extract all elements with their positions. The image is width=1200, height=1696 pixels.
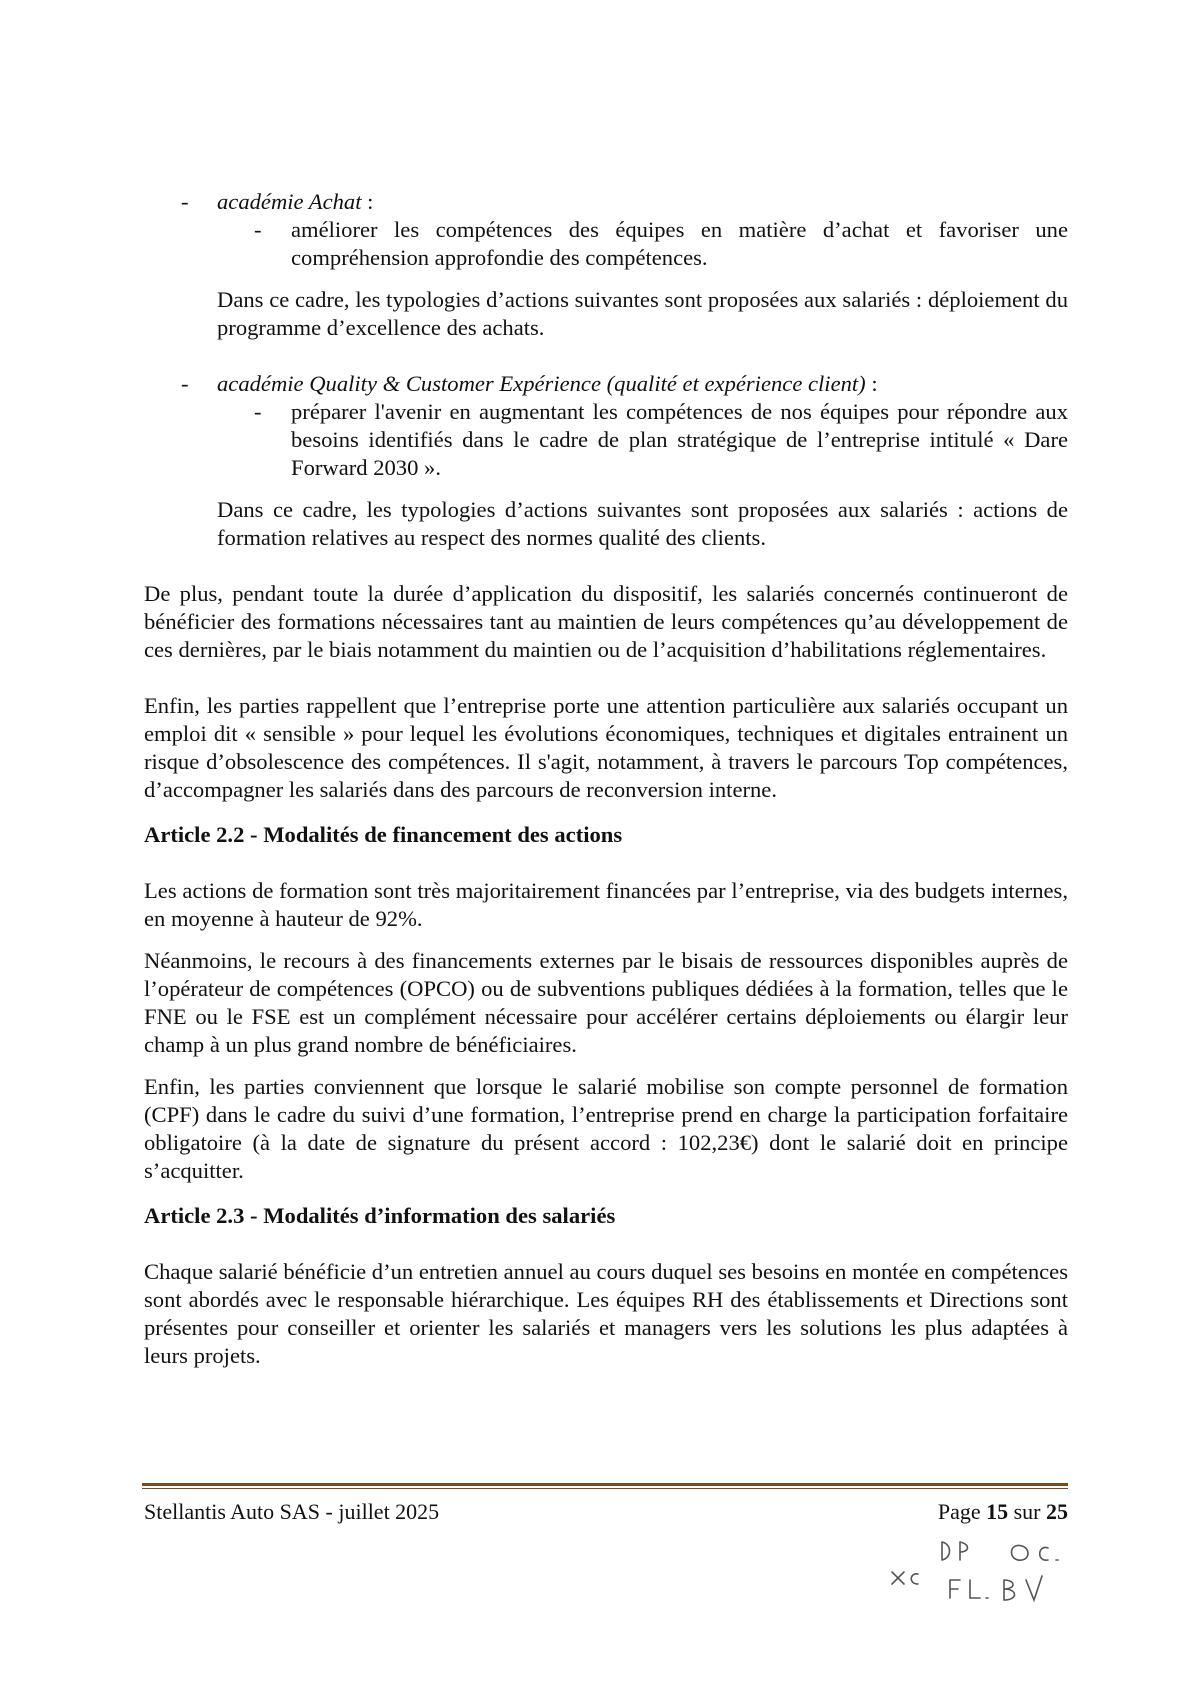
- bullet-dash: -: [181, 189, 189, 214]
- page-body: [144, 188, 1068, 1370]
- article-heading: Article 2.2 - Modalités de financement des actions: [144, 822, 623, 847]
- sub-bullet-dash: -: [254, 217, 262, 242]
- bullet-title-suffix: :: [361, 189, 374, 214]
- indented-paragraph: Dans ce cadre, les typologies d’actions suivantes sont proposées aux salariés : actions de formation relatives au respect des normes qualité des clients.: [217, 497, 1068, 550]
- bullet-title-suffix: :: [865, 371, 878, 396]
- article-heading: Article 2.3 - Modalités d’information des salariés: [144, 1203, 616, 1228]
- bullet-title: académie Achat: [217, 189, 362, 214]
- sub-bullet: [144, 216, 1068, 272]
- footer-page-number: [938, 1498, 1068, 1526]
- page-current: 15: [986, 1499, 1009, 1524]
- page-separator: sur: [1008, 1499, 1046, 1524]
- paragraph: Les actions de formation sont très majoritairement financées par l’entreprise, via des budgets internes, en moyenne à hauteur de 92%.: [144, 878, 1068, 931]
- bullet-title: académie Quality & Customer Expérience (qualité et expérience client): [217, 371, 866, 396]
- footer-rule-thin: [142, 1488, 1068, 1489]
- bullet-academie-quality: [144, 370, 1068, 398]
- paragraph: Enfin, les parties conviennent que lorsque le salarié mobilise son compte personnel de formation (CPF) dans le cadre du suivi d’une formation, l’entreprise prend en charge la participation forfaitaire obligatoire (à la date de signature du présent accord : 102,23€) dont le salarié doit en principe s’acquitter.: [144, 1074, 1068, 1183]
- initials-signature-icon: [880, 1532, 1080, 1612]
- footer-rule: [142, 1483, 1068, 1486]
- bullet-dash: -: [181, 371, 189, 396]
- indented-paragraph: Dans ce cadre, les typologies d’actions suivantes sont proposées aux salariés : déploiement du programme d’excellence des achats.: [217, 287, 1068, 340]
- paragraph: Chaque salarié bénéficie d’un entretien annuel au cours duquel ses besoins en montée en compétences sont abordés avec le responsable hiérarchique. Les équipes RH des établissements et Directions sont présentes pour conseiller et orienter les salariés et managers vers les solutions les plus adaptées à leurs projets.: [144, 1259, 1068, 1368]
- paragraph: Enfin, les parties rappellent que l’entreprise porte une attention particulière aux salariés occupant un emploi dit « sensible » pour lequel les évolutions économiques, techniques et digitales entrainent un risque d’obsolescence des compétences. Il s'agit, notamment, à travers le parcours Top compétences, d’accompagner les salariés dans des parcours de reconversion interne.: [144, 693, 1068, 802]
- paragraph: De plus, pendant toute la durée d’application du dispositif, les salariés concernés continueront de bénéficier des formations nécessaires tant au maintien de leurs compétences qu’au développement de ces dernières, par le biais notamment du maintien ou de l’acquisition d’habilitations réglementaires.: [144, 581, 1068, 662]
- sub-bullet-text: améliorer les compétences des équipes en matière d’achat et favoriser une compréhension approfondie des compétences.: [291, 217, 1068, 270]
- sub-bullet-text: préparer l'avenir en augmentant les compétences de nos équipes pour répondre aux besoins identifiés dans le cadre de plan stratégique de l’entreprise intitulé « Dare Forward 2030 ».: [291, 399, 1068, 480]
- bullet-academie-achat: [144, 188, 1068, 216]
- handwritten-initials: [880, 1532, 1080, 1612]
- sub-bullet-dash: -: [254, 399, 262, 424]
- footer-company-date: Stellantis Auto SAS - juillet 2025: [144, 1499, 440, 1524]
- paragraph: Néanmoins, le recours à des financements externes par le bisais de ressources disponibles auprès de l’opérateur de compétences (OPCO) ou de subventions publiques dédiées à la formation, telles que le FNE ou le FSE est un complément nécessaire pour accélérer certains déploiements ou élargir leur champ à un plus grand nombre de bénéficiaires.: [144, 948, 1068, 1057]
- page-label: Page: [937, 1499, 987, 1524]
- sub-bullet: [144, 398, 1068, 482]
- page-total: 25: [1046, 1499, 1068, 1524]
